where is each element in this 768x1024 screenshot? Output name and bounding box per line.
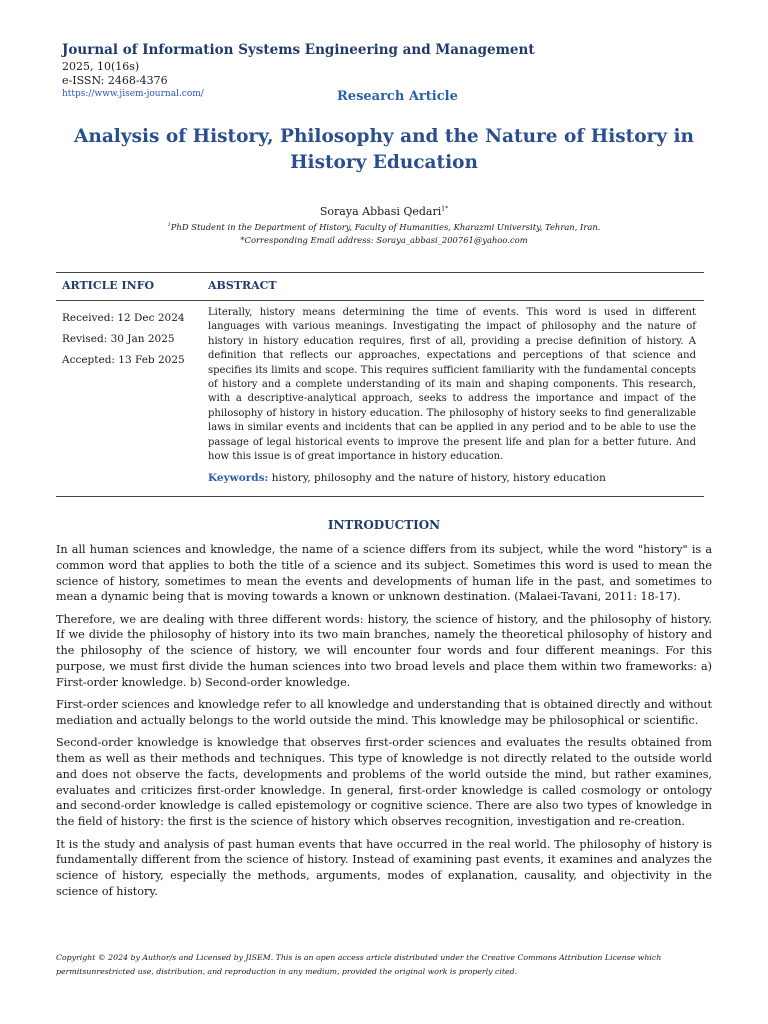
table-bottom-rule [56, 496, 704, 497]
revised-date: Revised: 30 Jan 2025 [62, 333, 175, 345]
author-name: Soraya Abbasi Qedari [319, 205, 442, 218]
abstract-text: Literally, history means determining the time of events. This word is used in different languages with various meanings. Investigating the impact of philosophy and the nature of history in history education requires, first of all, providing a precise definition of history. A definition that reflects our approaches, expectations and perceptions of that science and specifies its limits and scope. This requires sufficient familiarity with the fundamental concepts of history and a complete understanding of its main and shaping components. This research, with a descriptive-analytical approach, seeks to address the importance and impact of the philosophy of history in history education. The philosophy of history seeks to find generalizable laws in similar events and incidents that can be applied in any period and to be able to use the passage of legal historical events to improve the present life and plan for a better future. And how this issue is of great importance in history education. [208, 307, 696, 463]
body-paragraph: It is the study and analysis of past human events that have occurred in the real world. The philosophy of history is fundamentally different from the science of history. Instead of examining past events, it examines and analyzes the science of history, especially the methods, arguments, modes of explanation, causality, and objectivity in the science of history. [56, 837, 712, 898]
journal-name: Journal of Information Systems Engineering and Management [62, 42, 535, 58]
keywords-label: Keywords: [208, 472, 269, 484]
keywords-line [208, 472, 704, 484]
article-type-label: Research Article [337, 89, 458, 104]
author-affiliation-line [0, 222, 768, 232]
introduction-heading: INTRODUCTION [327, 518, 441, 532]
copyright-notice: Copyright © 2024 by Author/s and Licensed by JISEM. This is an open access article distributed under the Creative Commons Attribution License which permitsunrestricted use, distribution, and reproduction in any medium, provided the original work is properly cited. [56, 953, 662, 976]
table-top-rule [56, 272, 704, 273]
body-paragraph: In all human sciences and knowledge, the name of a science differs from its subject, while the word "history" is a common word that applies to both the title of a science and its subject. Sometimes this word is used to mean the science of history, sometimes to mean the events and developments of human life in the past, and sometimes to mean a dynamic being that is moving towards a known or unknown destination. (Malaei-Tavani, 2011: 18-17). [56, 543, 712, 604]
accepted-date: Accepted: 13 Feb 2025 [62, 354, 185, 366]
corresponding-email: *Corresponding Email address: Soraya_abbasi_200761@yahoo.com [240, 235, 528, 245]
article-dates [62, 308, 185, 371]
abstract-heading: ABSTRACT [208, 279, 277, 292]
keywords-text: history, philosophy and the nature of history, history education [271, 472, 606, 484]
table-header-rule [56, 300, 704, 301]
journal-url-link[interactable]: https://www.jisem-journal.com/ [62, 89, 204, 99]
author-line [0, 205, 768, 218]
journal-volume: 2025, 10(16s) [62, 60, 140, 73]
author-affiliation: PhD Student in the Department of History, Faculty of Humanities, Kharazmi University, Tehran, Iran. [170, 222, 601, 232]
received-date: Received: 12 Dec 2024 [62, 312, 185, 324]
article-info-heading: ARTICLE INFO [62, 279, 155, 292]
author-marks: 1* [441, 205, 449, 213]
body-paragraph: Therefore, we are dealing with three different words: history, the science of history, and the philosophy of history. If we divide the philosophy of history into its two main branches, namely the theoretical philosophy of history and the philosophy of the science of history, we will encounter four words and four different meanings. For this purpose, we must first divide the human sciences into two broad levels and place them within two frameworks: a) First-order knowledge. b) Second-order knowledge. [56, 612, 712, 689]
affiliation-mark: 1 [167, 222, 171, 229]
journal-issn: e-ISSN: 2468-4376 [62, 74, 168, 87]
body-paragraph: First-order sciences and knowledge refer to all knowledge and understanding that is obtained directly and without mediation and actually belongs to the world outside the mind. This knowledge may be philosophical or scientific. [56, 698, 712, 727]
paper-title: Analysis of History, Philosophy and the Nature of History in History Education [74, 126, 694, 173]
body-paragraph: Second-order knowledge is knowledge that observes first-order sciences and evaluates the results obtained from them as well as their methods and techniques. This type of knowledge is not directly related to the outside world and does not observe the facts, developments and problems of the world outside the mind, but rather examines, evaluates and criticizes first-order knowledge. In general, first-order knowledge is called cosmology or ontology and second-order knowledge is called epistemology or cognitive science. There are also two types of knowledge in the field of history: the first is the science of history which observes recognition, investigation and re-creation. [56, 736, 712, 829]
introduction-body [56, 542, 712, 906]
